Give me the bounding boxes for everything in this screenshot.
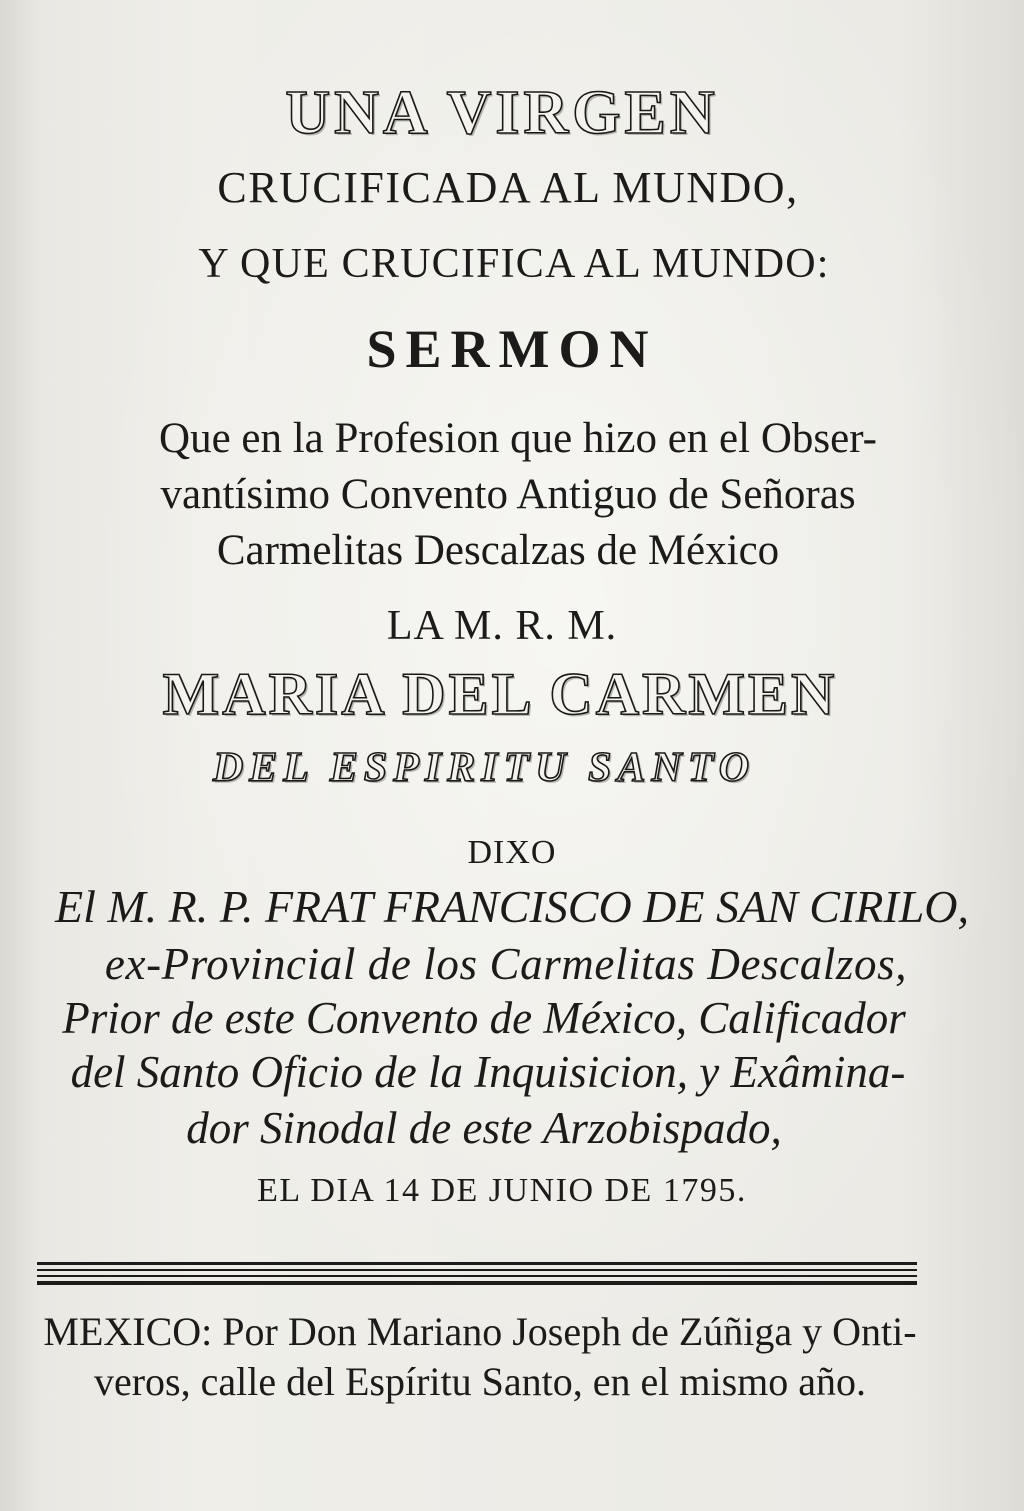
intro-line-3: Carmelitas Descalzas de México [216, 527, 780, 574]
honorific: LA M. R. M. [386, 603, 618, 649]
title-line-que-crucifica: Y QUE CRUCIFICA AL MUNDO: [198, 241, 830, 287]
preacher-line-2: ex-Provincial de los Carmelitas Descalzos, [104, 939, 908, 989]
preacher-title-prefix: El M. R. P. [54, 881, 254, 932]
preacher-line-3: Prior de este Convento de México, Calificador [62, 993, 906, 1043]
intro-line-2: vantísimo Convento Antiguo de Señoras [160, 471, 856, 518]
title-line-una-virgen: UNA VIRGEN [285, 79, 719, 147]
preacher-line-1 [0, 880, 1024, 933]
preacher-line-5: dor Sinodal de este Arzobispado, [186, 1103, 782, 1153]
imprint-line-1: MEXICO: Por Don Mariano Joseph de Zúñiga y Onti- [43, 1309, 917, 1354]
title-line-crucificada: CRUCIFICADA AL MUNDO, [217, 163, 799, 212]
profesa-name: MARIA DEL CARMEN [162, 661, 838, 727]
preacher-line-4: del Santo Oficio de la Inquisicion, y Exâmina- [70, 1047, 906, 1097]
preacher-name: FRAT FRANCISCO DE SAN CIRILO, [264, 881, 969, 932]
title-line-sermon: SERMON [366, 319, 658, 379]
profesa-surname: DEL ESPIRITU SANTO [212, 745, 756, 791]
decorative-rule [37, 1262, 917, 1288]
imprint-line-2: veros, calle del Espíritu Santo, en el mismo año. [93, 1359, 867, 1404]
dixo-label: DIXO [467, 834, 557, 871]
sermon-date: EL DIA 14 DE JUNIO DE 1795. [257, 1172, 747, 1209]
intro-line-1: Que en la Profesion que hizo en el Obser- [159, 415, 877, 462]
